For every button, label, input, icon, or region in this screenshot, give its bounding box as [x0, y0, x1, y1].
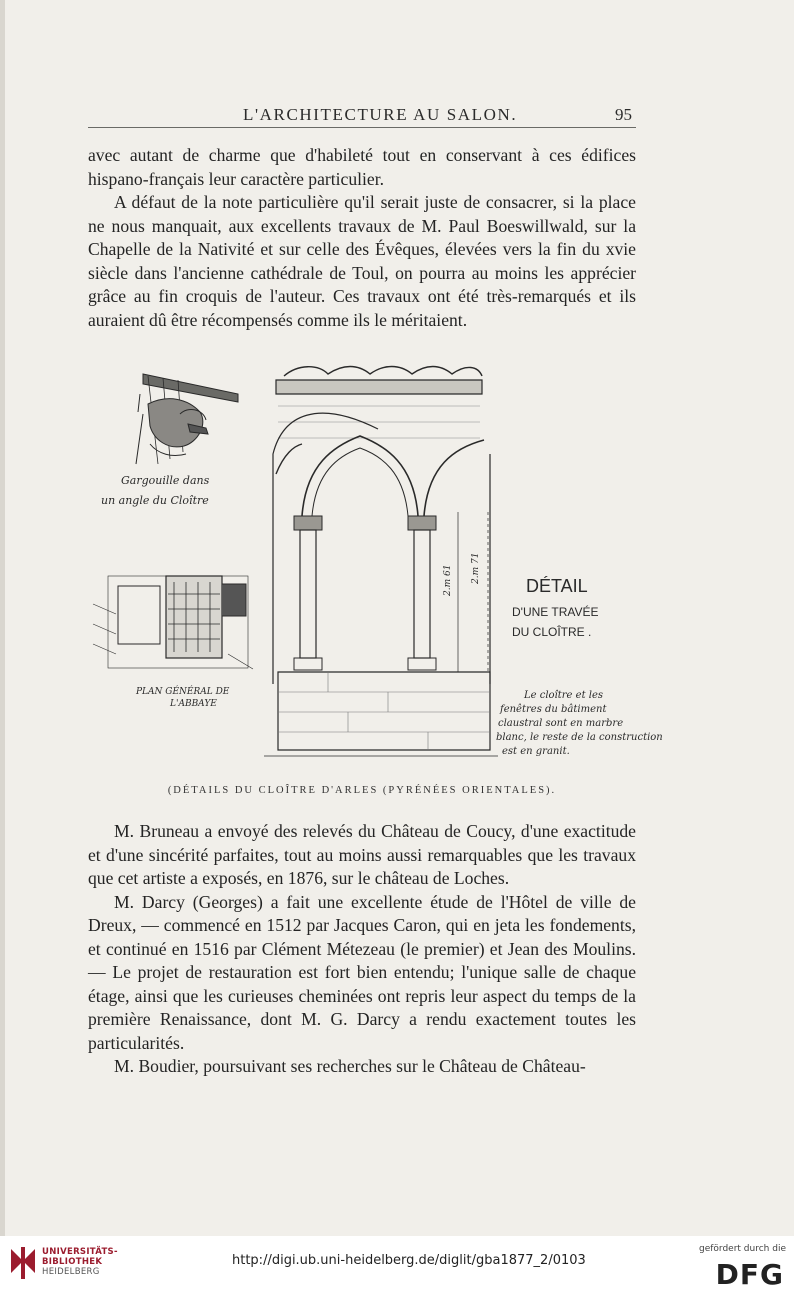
paragraph: M. Bruneau a envoyé des relevés du Château de Coucy, d'une exactitude et d'une sincérité parfaites, tout au moins aussi remarquables que les travaux que cet artiste a exposés, en 1876, sur le château de Loches. — [88, 821, 636, 888]
abbey-plan — [93, 576, 253, 669]
gargoyle-sketch — [136, 374, 238, 464]
detail-label-line3: DU CLOÎTRE . — [512, 625, 592, 639]
gargoyle-label-line1: Gargouille dans — [121, 474, 210, 487]
library-line: BIBLIOTHEK — [42, 1257, 103, 1267]
library-line: UNIVERSITÄTS- — [42, 1247, 118, 1257]
note-line2: fenêtres du bâtiment — [500, 704, 607, 715]
page-number: 95 — [615, 105, 632, 124]
engraving — [88, 354, 663, 774]
detail-label-line2: D'UNE TRAVÉE — [512, 605, 599, 619]
note-line3: claustral sont en marbre — [498, 718, 624, 729]
paragraph: A défaut de la note particulière qu'il serait juste de consacrer, si la place ne nous manquait, aux excellents travaux de M. Paul Boeswillwald, sur la Chapelle de la Nativité et sur celle des Évêques, élevées vers la fin du xvie siècle dans l'ancienne cathédrale de Toul, on pourra au moins les apprécier grâce au fin croquis de l'auteur. Ces travaux ont été très-remarqués et ils auraient dû être récompensés comme ils le méritaient. — [88, 192, 636, 330]
library-name — [42, 1247, 118, 1277]
figure-caption: (DÉTAILS DU CLOÎTRE D'ARLES (PYRÉNÉES ORIENTALES). — [167, 785, 557, 796]
university-library-logo-icon — [7, 1245, 39, 1281]
text-block-top — [88, 144, 636, 332]
cloister-bay — [264, 367, 498, 757]
paragraph: avec autant de charme que d'habileté tout en conservant à ces édifices hispano-français leur caractère particulier. — [88, 145, 636, 189]
note-line4: blanc, le reste de la construction — [496, 732, 663, 743]
cloister-illustration — [88, 354, 663, 774]
detail-label-line1: DÉTAIL — [526, 576, 588, 596]
running-header — [88, 103, 636, 128]
dimension-2: 2.m 71 — [471, 552, 481, 584]
running-title: L'ARCHITECTURE AU SALON. — [243, 105, 518, 124]
dfg-logo: DFG — [715, 1258, 784, 1291]
viewer-footer — [0, 1236, 794, 1293]
paragraph: M. Darcy (Georges) a fait une excellente étude de l'Hôtel de ville de Dreux, — commencé en 1512 par Jacques Caron, qui en jeta les fondements, et continué en 1516 par Clément Métezeau (le premier) et Jean des Moulins. — Le projet de restauration est fort bien entendu; l'unique salle de chaque étage, ainsi que les curieuses cheminées ont repris leur aspect du temps de la première Renaissance, dont M. G. Darcy a rendu exactement toutes les particularités. — [88, 891, 636, 1053]
permalink[interactable]: http://digi.ub.uni-heidelberg.de/diglit/gba1877_2/0103 — [232, 1253, 586, 1268]
funded-by-note: gefördert durch die — [699, 1244, 786, 1254]
paragraph: M. Boudier, poursuivant ses recherches sur le Château de Château- — [114, 1056, 586, 1076]
dimension-1: 2.m 61 — [443, 564, 453, 596]
text-block-bottom — [88, 820, 636, 1079]
gargoyle-label-line2: un angle du Cloître — [101, 494, 209, 507]
plan-label-line2: L'ABBAYE — [170, 699, 217, 709]
plan-label-line1: PLAN GÉNÉRAL DE — [136, 687, 230, 697]
note-line5: est en granit. — [502, 746, 570, 757]
library-line: HEIDELBERG — [42, 1267, 100, 1277]
note-line1: Le cloître et les — [524, 690, 604, 701]
page-edge — [0, 0, 5, 1236]
